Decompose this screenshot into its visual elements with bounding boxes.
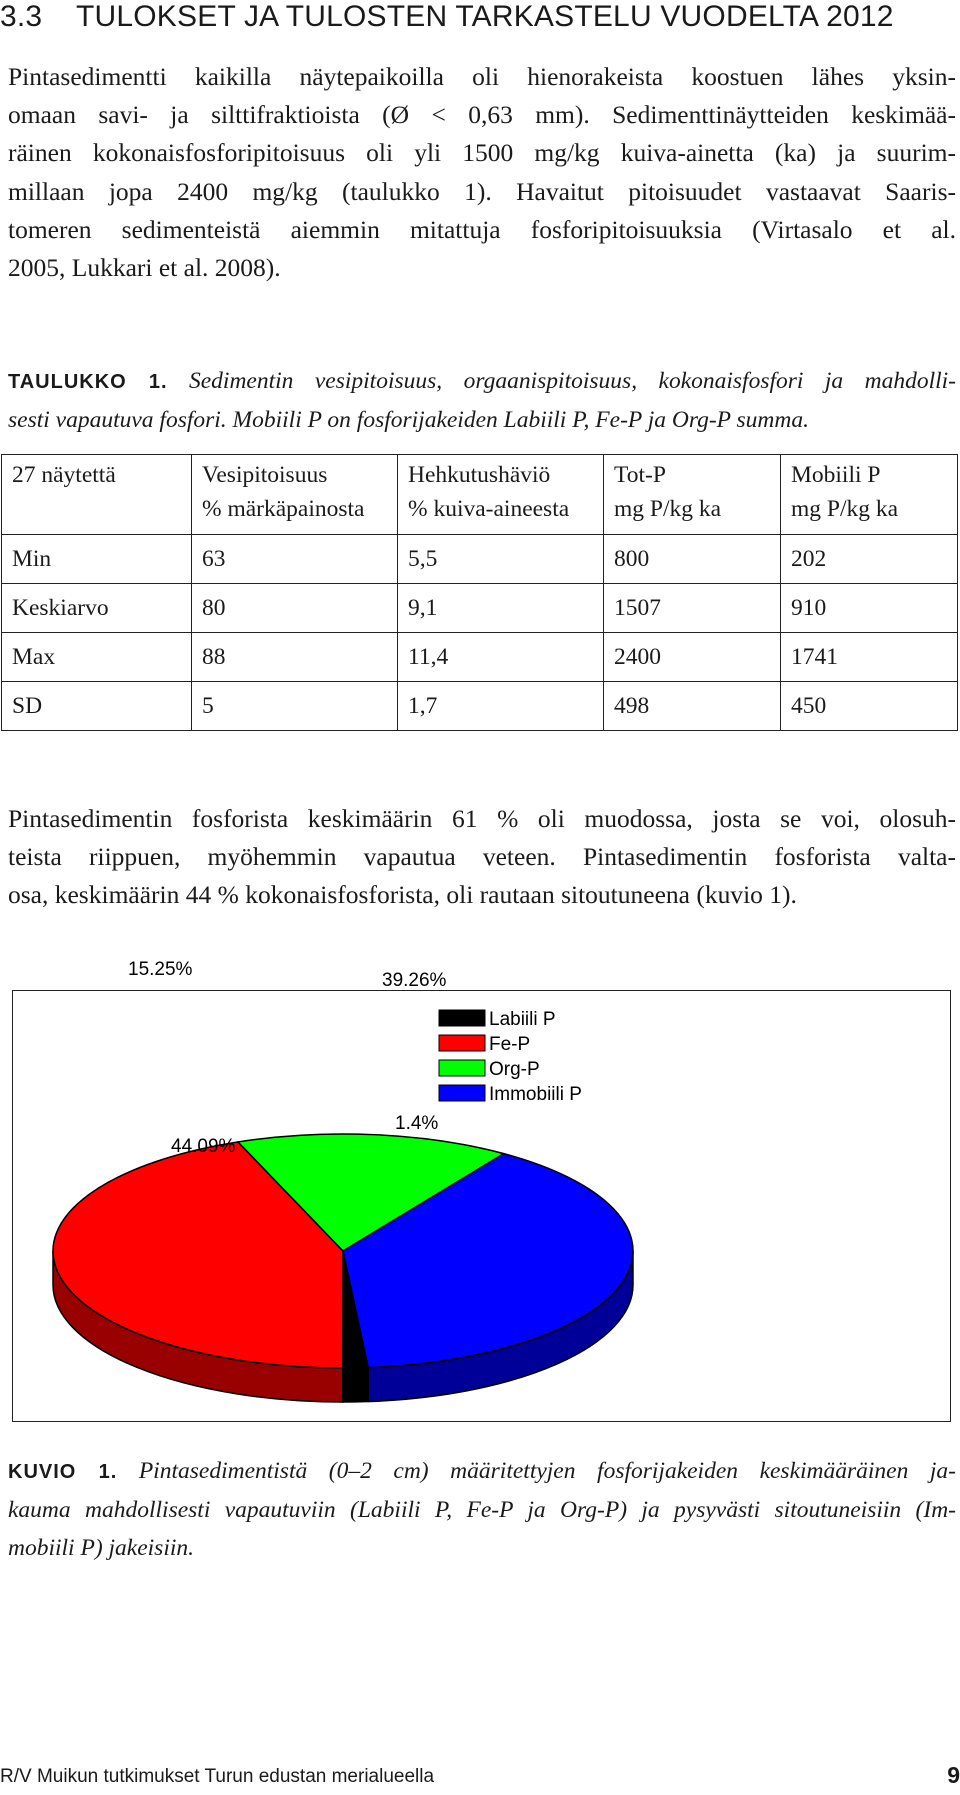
table-cell: 800 — [604, 535, 781, 584]
paragraph-line: osa, keskimäärin 44 % kokonaisfosforista, oli rautaan sitoutuneena (kuvio 1). — [8, 880, 797, 910]
table-cell: Max — [2, 633, 192, 682]
figure-caption — [8, 1452, 956, 1567]
table-caption-label: TAULUKKO 1. — [8, 371, 168, 393]
table-cell: 1,7 — [398, 682, 604, 731]
legend-swatch — [439, 1035, 485, 1051]
table-header-cell: Hehkutushäviö % kuiva-aineesta — [398, 455, 604, 535]
table-cell: 88 — [192, 633, 398, 682]
table-cell: 450 — [781, 682, 958, 731]
table-cell: 2400 — [604, 633, 781, 682]
paragraph-line: omaan savi- ja silttifraktioista (Ø < 0,63 mm). Sedimenttinäytteiden keskimää- — [8, 100, 956, 130]
paragraph-line: räinen kokonaisfosforipitoisuus oli yli 1500 mg/kg kuiva-ainetta (ka) ja suurim- — [8, 138, 956, 168]
legend-label: Fe-P — [489, 1034, 531, 1055]
table-header-cell: Mobiili P mg P/kg ka — [781, 455, 958, 535]
pie-slice-side — [343, 1368, 368, 1402]
figure-caption-label: KUVIO 1. — [8, 1461, 118, 1483]
pie-chart-frame — [12, 959, 951, 1422]
figure-caption-text: Pintasedimentistä (0–2 cm) määritettyjen fosforijakeiden keskimääräinen ja- — [138, 1458, 957, 1484]
table-cell: 5,5 — [398, 535, 604, 584]
table-row — [2, 682, 958, 731]
table-cell: 1507 — [604, 584, 781, 633]
table-header-cell: Vesipitoisuus % märkäpainosta — [192, 455, 398, 535]
figure-caption-text: mobiili P) jakeisiin. — [8, 1535, 195, 1561]
legend-label: Immobiili P — [489, 1084, 582, 1105]
table-row — [2, 584, 958, 633]
legend-swatch — [439, 1060, 485, 1076]
table-cell: 1741 — [781, 633, 958, 682]
table-header-cell: Tot-P mg P/kg ka — [604, 455, 781, 535]
table-header-cell: 27 näytettä — [2, 455, 192, 535]
pie-data-label: 44.09% — [171, 1136, 236, 1157]
table-caption-text: Sedimentin vesipitoisuus, orgaanispitoisuus, kokonaisfosfori ja mahdolli- — [189, 368, 956, 394]
legend-swatch — [439, 1085, 485, 1101]
section-number: 3.3 — [0, 0, 43, 33]
table-cell: SD — [2, 682, 192, 731]
page-number: 9 — [947, 1762, 960, 1788]
paragraph-results — [8, 800, 956, 915]
footer-title: R/V Muikun tutkimukset Turun edustan merialueella — [0, 1766, 435, 1787]
table-cell: Min — [2, 535, 192, 584]
table-cell: 202 — [781, 535, 958, 584]
pie-data-label: 39.26% — [382, 970, 447, 991]
table-row — [2, 633, 958, 682]
data-table — [1, 454, 958, 731]
table-cell: Keskiarvo — [2, 584, 192, 633]
paragraph-line: Pintasedimentti kaikilla näytepaikoilla oli hienorakeista koostuen lähes yksin- — [8, 62, 956, 91]
pie-data-label: 15.25% — [128, 959, 193, 980]
table-cell: 80 — [192, 584, 398, 633]
paragraph-line: millaan jopa 2400 mg/kg (taulukko 1). Havaitut pitoisuudet vastaavat Saaris- — [8, 176, 956, 206]
table-cell: 9,1 — [398, 584, 604, 633]
table-cell: 498 — [604, 682, 781, 731]
legend-label: Org-P — [489, 1059, 540, 1080]
table-caption-text: sesti vapautuva fosfori. Mobiili P on fosforijakeiden Labiili P, Fe-P ja Org-P summa. — [8, 407, 809, 433]
paragraph-line: tomeren sedimenteistä aiemmin mitattuja fosforipitoisuuksia (Virtasalo et al. — [8, 214, 956, 244]
section-heading — [0, 0, 960, 34]
table-cell: 11,4 — [398, 633, 604, 682]
table-cell: 63 — [192, 535, 398, 584]
paragraph-line: teista riippuen, myöhemmin vapautua veteen. Pintasedimentin fosforista valta- — [8, 842, 956, 872]
table-caption — [8, 362, 956, 439]
figure-caption-text: kauma mahdollisesti vapautuviin (Labiili P, Fe-P ja Org-P) ja pysyvästi sitoutuneisiin (Im- — [8, 1497, 956, 1523]
legend-label: Labiili P — [489, 1009, 556, 1030]
section-title: TULOKSET JA TULOSTEN TARKASTELU VUODELTA 2012 — [76, 0, 894, 33]
pie-chart — [13, 959, 952, 1423]
table-cell: 5 — [192, 682, 398, 731]
pie-data-label: 1.4% — [395, 1113, 439, 1134]
paragraph-intro — [8, 58, 956, 287]
paragraph-line: Pintasedimentin fosforista keskimäärin 61 % oli muodossa, josta se voi, olosuh- — [8, 804, 956, 833]
paragraph-line: 2005, Lukkari et al. 2008). — [8, 253, 281, 283]
table-cell: 910 — [781, 584, 958, 633]
table-row — [2, 535, 958, 584]
table-header-row — [2, 455, 958, 535]
legend-swatch — [439, 1010, 485, 1026]
